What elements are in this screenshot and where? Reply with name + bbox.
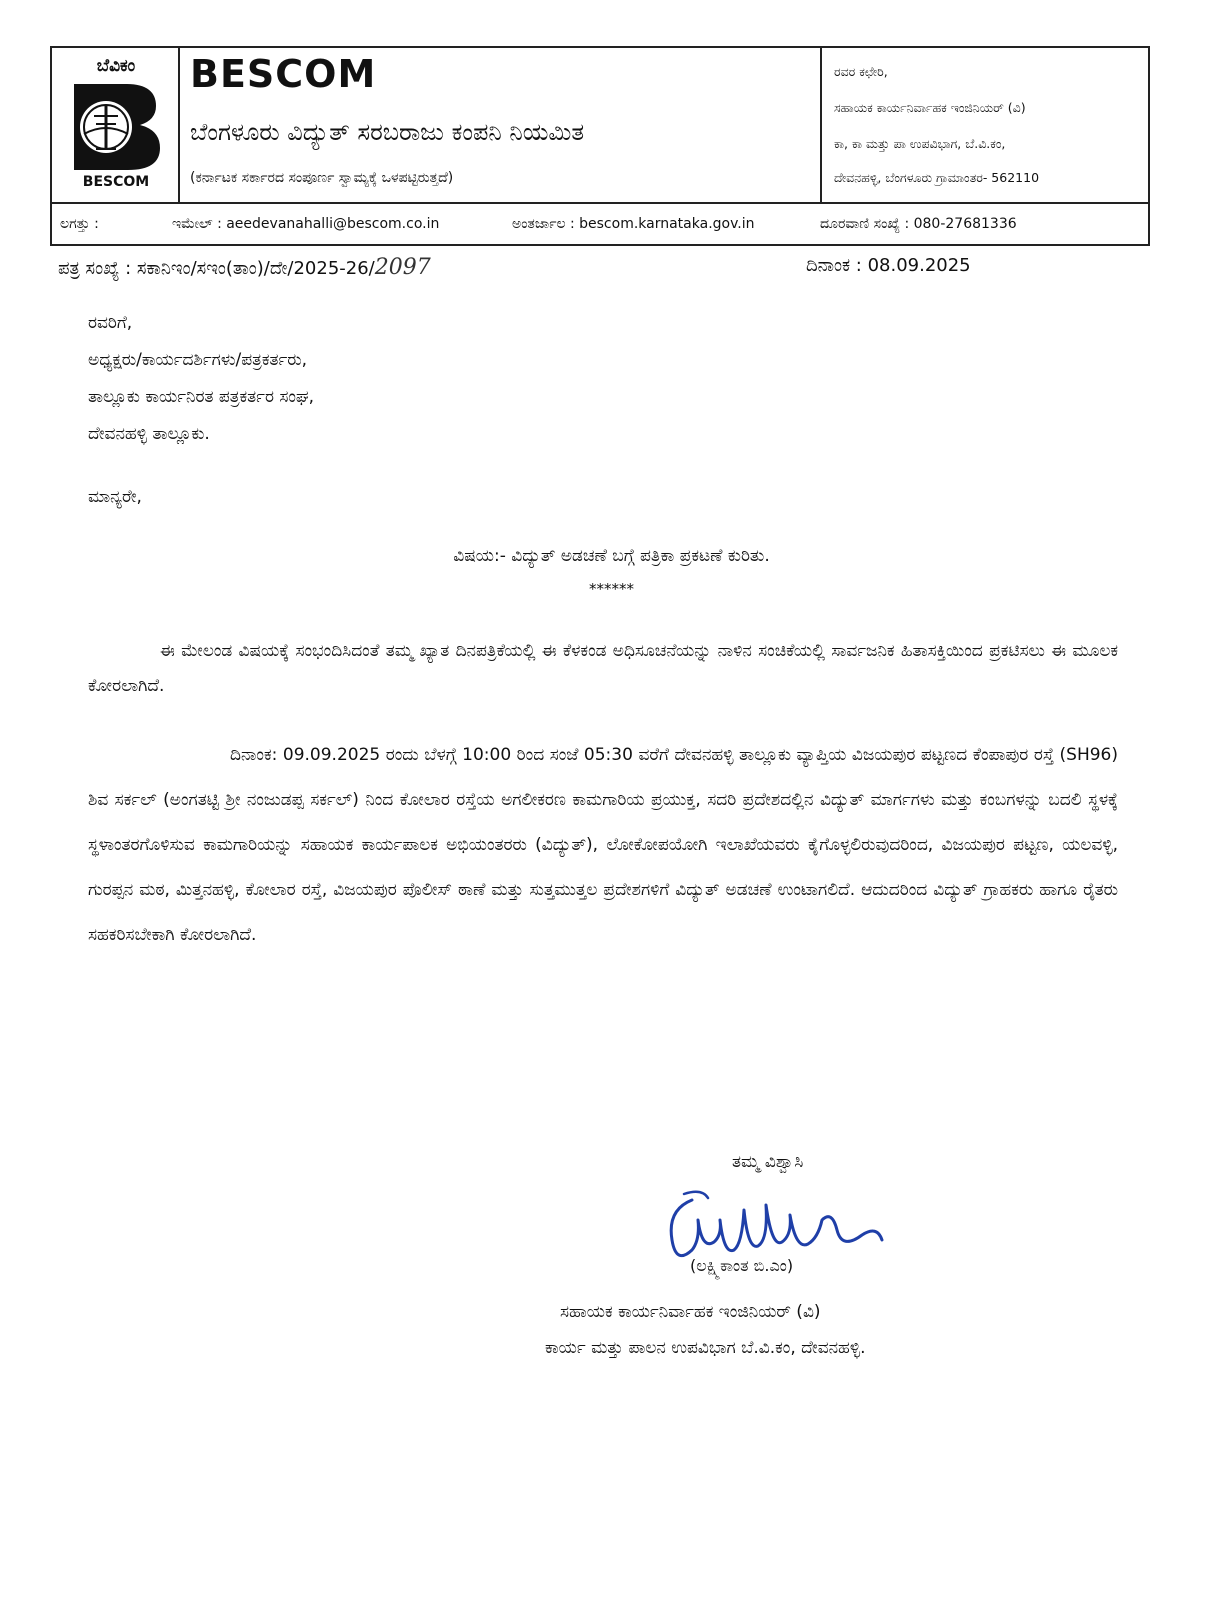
phone-text: ದೂರವಾಣಿ ಸಂಖ್ಯೆ : 080-27681336 — [820, 216, 1017, 232]
salutation: ಮಾನ್ಯರೇ, — [88, 487, 142, 507]
designation-line-1: ಸಹಾಯಕ ಕಾರ್ಯನಿರ್ವಾಹಕ ಇಂಜಿನಿಯರ್ (ವಿ) — [560, 1302, 821, 1322]
designation-line-2: ಕಾರ್ಯ ಮತ್ತು ಪಾಲನ ಉಪವಿಭಾಗ ಬೆ.ವಿ.ಕಂ, ದೇವನಹಳ್ಳಿ. — [545, 1338, 866, 1358]
contact-strip — [52, 206, 1148, 244]
company-box — [182, 48, 822, 204]
logo-box — [52, 48, 180, 204]
letterhead — [50, 46, 1150, 246]
letter-number-handwritten: 2097 — [374, 255, 431, 280]
addressee-line: ದೇವನಹಳ್ಳಿ ತಾಲ್ಲೂಕು. — [88, 424, 210, 444]
letter-number-text: ಪತ್ರ ಸಂಖ್ಯೆ : ಸಕಾನಿಇಂ/ಸಇಂ(ತಾಂ)/ದೇ/2025-26/ — [58, 258, 375, 279]
website-text: ಅಂತರ್ಜಾಲ : bescom.karnataka.gov.in — [512, 216, 755, 232]
ownership-note: (ಕರ್ನಾಟಕ ಸರ್ಕಾರದ ಸಂಪೂರ್ಣ ಸ್ವಾಮ್ಯಕ್ಕೆ ಒಳಪಟ್ಟಿರುತ್ತದೆ) — [190, 170, 454, 186]
company-name: BESCOM — [190, 52, 377, 96]
addressee-line: ಅಧ್ಯಕ್ಷರು/ಕಾರ್ಯದರ್ಶಿಗಳು/ಪತ್ರಕರ್ತರು, — [88, 350, 308, 370]
letter-number — [58, 255, 431, 280]
letter-date: ದಿನಾಂಕ : 08.09.2025 — [806, 255, 971, 276]
bescom-logo-icon — [66, 78, 166, 174]
subject-line: ವಿಷಯ:- ವಿದ್ಯುತ್ ಅಡಚಣೆ ಬಗ್ಗೆ ಪತ್ರಿಕಾ ಪ್ರಕಟಣೆ ಕುರಿತು. — [453, 546, 770, 566]
logo-caption: BESCOM — [82, 174, 150, 190]
email-text: ಇಮೇಲ್ : aeedevanahalli@bescom.co.in — [172, 216, 440, 232]
office-address — [834, 48, 1150, 204]
office-line: ದೇವನಹಳ್ಳಿ, ಬೆಂಗಳೂರು ಗ್ರಾಮಾಂತರ- 562110 — [834, 170, 1040, 185]
body-paragraph-2: ದಿನಾಂಕ: 09.09.2025 ರಂದು ಬೆಳಗ್ಗೆ 10:00 ರಿಂದ ಸಂಜೆ 05:30 ವರೆಗೆ ದೇವನಹಳ್ಳಿ ತಾಲ್ಲೂಕು ವ್ಯಾಪ್ತಿಯ ವಿಜಯಪುರ ಪಟ್ಟಣದ ಕೆಂಪಾಪುರ ರಸ್ತೆ (SH96) ಶಿವ ಸರ್ಕಲ್ (ಅಂಗತಟ್ಟಿ ಶ್ರೀ ನಂಜುಡಪ್ಪ ಸರ್ಕಲ್) ನಿಂದ ಕೋಲಾರ ರಸ್ತೆಯ ಅಗಲೀಕರಣ ಕಾಮಗಾರಿಯ ಪ್ರಯುಕ್ತ, ಸದರಿ ಪ್ರದೇಶದಲ್ಲಿನ ವಿದ್ಯುತ್ ಮಾರ್ಗಗಳು ಮತ್ತು ಕಂಬಗಳನ್ನು ಬದಲಿ ಸ್ಥಳಕ್ಕೆ ಸ್ಥಳಾಂತರಗೊಳಿಸುವ ಕಾಮಗಾರಿಯನ್ನು ಸಹಾಯಕ ಕಾರ್ಯಪಾಲಕ ಅಭಿಯಂತರರು (ವಿದ್ಯುತ್), ಲೋಕೋಪಯೋಗಿ ಇಲಾಖೆಯವರು ಕೈಗೊಳ್ಳಲಿರುವುದರಿಂದ, ವಿಜಯಪುರ ಪಟ್ಟಣ, ಯಲವಳ್ಳಿ, ಗುರಪ್ಪನ ಮಠ, ಮಿತ್ತನಹಳ್ಳಿ, ಕೋಲಾರ ರಸ್ತೆ, ವಿಜಯಪುರ ಪೊಲೀಸ್ ಠಾಣೆ ಮತ್ತು ಸುತ್ತಮುತ್ತಲ ಪ್ರದೇಶಗಳಿಗೆ ವಿದ್ಯುತ್ ಅಡಚಣೆ ಉಂಟಾಗಲಿದೆ. ಆದುದರಿಂದ ವಿದ್ಯುತ್ ಗ್ರಾಹಕರು ಹಾಗೂ ರೈತರು ಸಹಕರಿಸಬೇಕಾಗಿ ಕೋರಲಾಗಿದೆ. — [88, 745, 1118, 945]
signer-name: (ಲಕ್ಷ್ಮಿಕಾಂತ ಬಿ.ಎಂ) — [690, 1256, 794, 1275]
valediction: ತಮ್ಮ ವಿಶ್ವಾಸಿ — [732, 1152, 804, 1172]
logo-kannada-text: ಬೆವಿಕಂ — [96, 56, 136, 76]
separator-stars: ****** — [589, 580, 634, 598]
company-name-kannada: ಬೆಂಗಳೂರು ವಿದ್ಯುತ್ ಸರಬರಾಜು ಕಂಪನಿ ನಿಯಮಿತ — [190, 118, 585, 146]
addressee-line: ತಾಲ್ಲೂಕು ಕಾರ್ಯನಿರತ ಪತ್ರಕರ್ತರ ಸಂಘ, — [88, 387, 315, 407]
letterhead-top — [52, 48, 1148, 204]
body-paragraph-1: ಈ ಮೇಲಂಡ ವಿಷಯಕ್ಕೆ ಸಂಭಂದಿಸಿದಂತೆ ತಮ್ಮ ಖ್ಯಾತ ದಿನಪತ್ರಿಕೆಯಲ್ಲಿ ಈ ಕೆಳಕಂಡ ಅಧಿಸೂಚನೆಯನ್ನು ನಾಳಿನ ಸಂಚಿಕೆಯಲ್ಲಿ ಸಾರ್ವಜನಿಕ ಹಿತಾಸಕ್ತಿಯಿಂದ ಪ್ರಕಟಿಸಲು ಈ ಮೂಲಕ ಕೋರಲಾಗಿದೆ. — [88, 641, 1118, 696]
enclosure-label: ಲಗತ್ತು : — [60, 216, 99, 232]
office-line: ಕಾ, ಕಾ ಮತ್ತು ಪಾ ಉಪವಿಭಾಗ, ಬೆ.ವಿ.ಕಂ, — [834, 136, 1006, 151]
office-line: ಸಹಾಯಕ ಕಾರ್ಯನಿರ್ವಾಹಕ ಇಂಜಿನಿಯರ್ (ವಿ) — [834, 100, 1026, 115]
office-line: ರವರ ಕಛೇರಿ, — [834, 64, 888, 79]
addressee-line: ರವರಿಗೆ, — [88, 313, 133, 333]
